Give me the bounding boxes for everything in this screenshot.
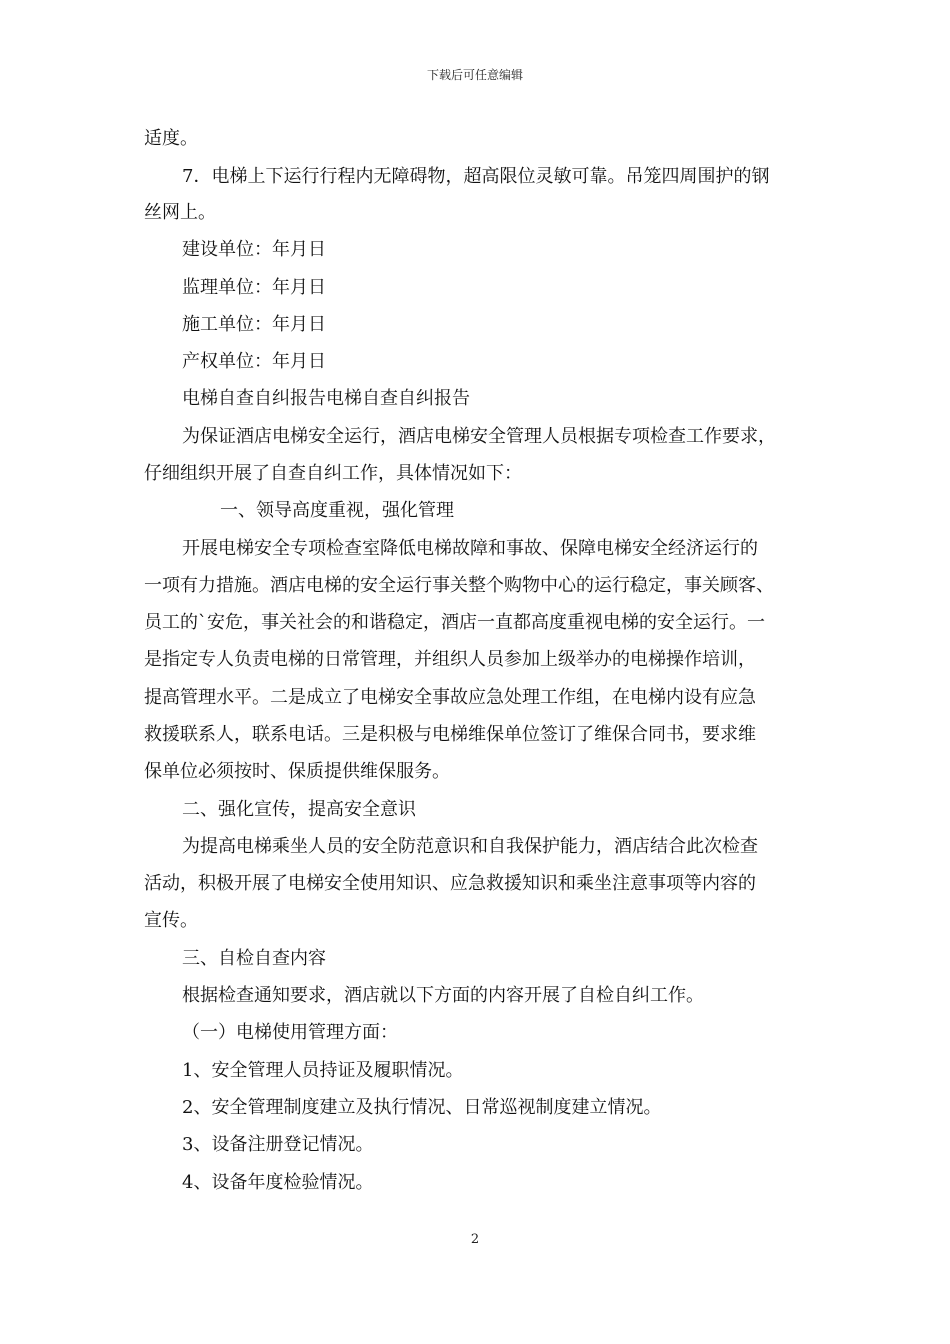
- text-line: 为提高电梯乘坐人员的安全防范意识和自我保护能力，酒店结合此次检查: [182, 836, 758, 857]
- text-line: 是指定专人负责电梯的日常管理，并组织人员参加上级举办的电梯操作培训，: [144, 649, 756, 670]
- text-line: 一项有力措施。酒店电梯的安全运行事关整个购物中心的运行稳定，事关顾客、: [144, 575, 774, 596]
- text-line: 适度。: [144, 128, 198, 149]
- page-number: 2: [470, 1232, 480, 1247]
- text-line: 为保证酒店电梯安全运行，酒店电梯安全管理人员根据专项检查工作要求，: [182, 426, 776, 447]
- text-line: 建设单位：年月日: [182, 239, 326, 260]
- list-item: 2、安全管理制度建立及执行情况、日常巡视制度建立情况。: [182, 1097, 662, 1118]
- subsection-heading: （一）电梯使用管理方面：: [182, 1022, 398, 1043]
- text-line: 产权单位：年月日: [182, 351, 326, 372]
- text-line: 保单位必须按时、保质提供维保服务。: [144, 761, 450, 782]
- section-title: 电梯自查自纠报告电梯自查自纠报告: [182, 388, 470, 409]
- section-heading: 一、领导高度重视，强化管理: [220, 500, 454, 521]
- text-line: 丝网上。: [144, 202, 216, 223]
- text-line: 7．电梯上下运行行程内无障碍物，超高限位灵敏可靠。吊笼四周围护的钢: [182, 166, 770, 187]
- text-line: 根据检查通知要求，酒店就以下方面的内容开展了自检自纠工作。: [182, 985, 704, 1006]
- list-item: 3、设备注册登记情况。: [182, 1134, 374, 1155]
- text-line: 开展电梯安全专项检查室降低电梯故障和事故、保障电梯安全经济运行的: [182, 538, 758, 559]
- text-line: 仔细组织开展了自查自纠工作，具体情况如下：: [144, 463, 522, 484]
- text-line: 员工的`安危，事关社会的和谐稳定，酒店一直都高度重视电梯的安全运行。一: [144, 612, 765, 633]
- text-line: 宣传。: [144, 910, 198, 931]
- text-line: 监理单位：年月日: [182, 277, 326, 298]
- list-item: 1、安全管理人员持证及履职情况。: [182, 1060, 464, 1081]
- text-line: 活动，积极开展了电梯安全使用知识、应急救援知识和乘坐注意事项等内容的: [144, 873, 756, 894]
- page-header: 下载后可任意编辑: [426, 68, 523, 82]
- text-line: 施工单位：年月日: [182, 314, 326, 335]
- list-item: 4、设备年度检验情况。: [182, 1172, 374, 1193]
- section-heading: 三、自检自查内容: [182, 948, 326, 969]
- section-heading: 二、强化宣传，提高安全意识: [182, 799, 416, 820]
- text-line: 救援联系人，联系电话。三是积极与电梯维保单位签订了维保合同书，要求维: [144, 724, 756, 745]
- text-line: 提高管理水平。二是成立了电梯安全事故应急处理工作组，在电梯内设有应急: [144, 687, 756, 708]
